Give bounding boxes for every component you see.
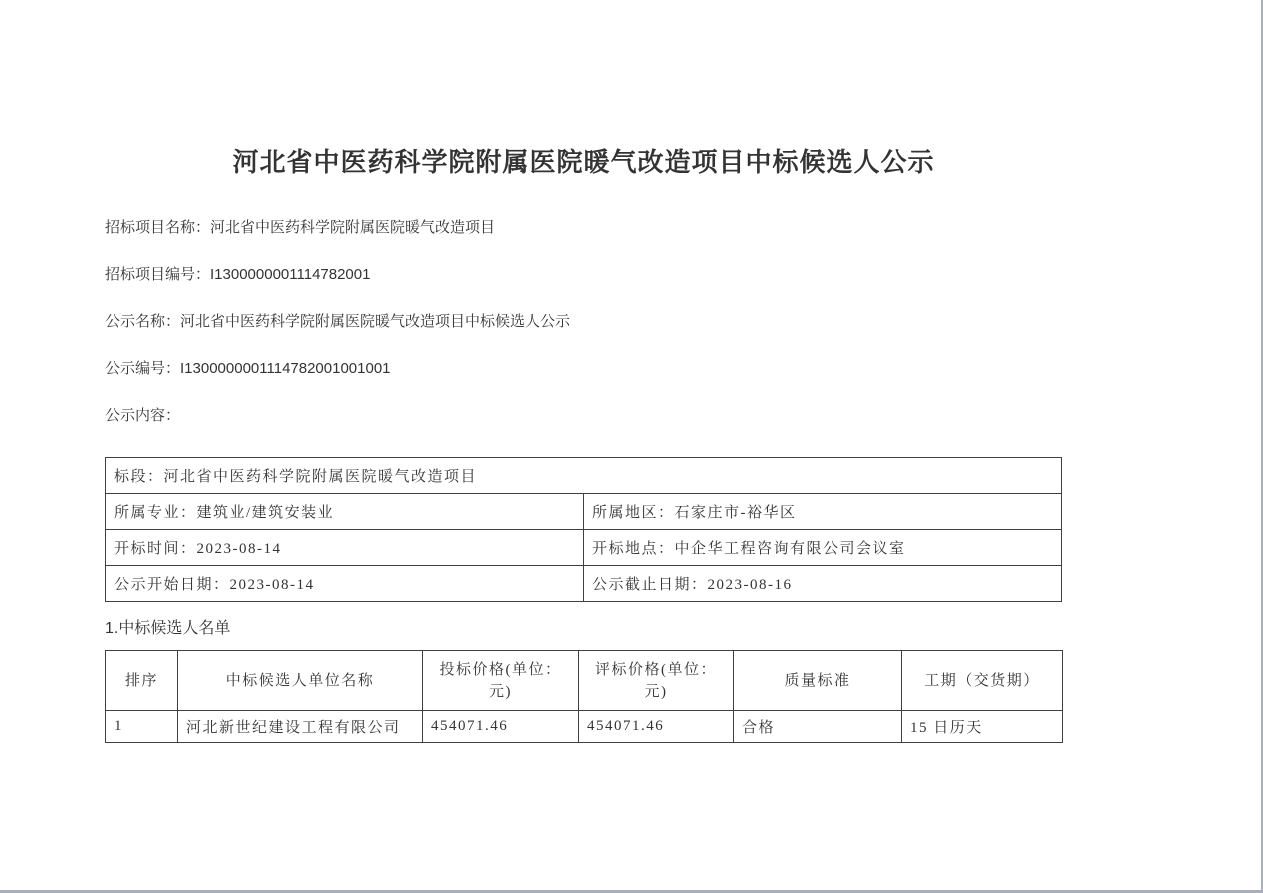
page-title: 河北省中医药科学院附属医院暖气改造项目中标候选人公示	[232, 147, 935, 177]
table-row	[106, 494, 1062, 530]
info-label: 公示编号：	[105, 360, 181, 377]
company-cell: 河北新世纪建设工程有限公司	[178, 711, 423, 743]
duration-cell: 15 日历天	[902, 711, 1063, 743]
table-row	[106, 458, 1062, 494]
info-label: 招标项目编号：	[105, 266, 211, 283]
table-row	[106, 566, 1062, 602]
header-bid-price: 投标价格(单位：元)	[423, 651, 579, 711]
table-row	[106, 530, 1062, 566]
info-value: I1300000001114782001	[210, 266, 371, 283]
bid-section-table	[105, 457, 1062, 602]
announcement-document	[105, 0, 1062, 743]
eval-price-cell: 454071.46	[579, 711, 734, 743]
header-quality: 质量标准	[734, 651, 902, 711]
info-line-project-number	[105, 265, 1062, 285]
candidates-table	[105, 650, 1063, 743]
quality-cell: 合格	[734, 711, 902, 743]
info-value: 河北省中医药科学院附属医院暖气改造项目	[210, 219, 496, 236]
info-label: 招标项目名称：	[105, 219, 211, 236]
rank-cell: 1	[106, 711, 178, 743]
info-line-announcement-content	[105, 406, 1062, 426]
project-info-block	[105, 218, 1062, 426]
open-time-cell: 开标时间：2023-08-14	[106, 530, 584, 566]
info-line-announcement-name	[105, 312, 1062, 332]
industry-cell: 所属专业：建筑业/建筑安装业	[106, 494, 584, 530]
region-cell: 所属地区：石家庄市-裕华区	[584, 494, 1062, 530]
publicity-start-cell: 公示开始日期：2023-08-14	[106, 566, 584, 602]
info-line-announcement-number	[105, 359, 1062, 379]
open-place-cell: 开标地点：中企华工程咨询有限公司会议室	[584, 530, 1062, 566]
info-label: 公示名称：	[105, 313, 181, 330]
publicity-end-cell: 公示截止日期：2023-08-16	[584, 566, 1062, 602]
table-row	[106, 711, 1063, 743]
header-eval-price: 评标价格(单位：元)	[579, 651, 734, 711]
info-value: 河北省中医药科学院附属医院暖气改造项目中标候选人公示	[180, 313, 571, 330]
info-label: 公示内容：	[105, 407, 181, 424]
info-line-project-name	[105, 218, 1062, 238]
table-header-row	[106, 651, 1063, 711]
header-rank: 排序	[106, 651, 178, 711]
bid-price-cell: 454071.46	[423, 711, 579, 743]
section-name-cell: 标段：河北省中医药科学院附属医院暖气改造项目	[106, 458, 1062, 494]
header-duration: 工期（交货期）	[902, 651, 1063, 711]
info-value: I1300000001114782001001001	[180, 360, 391, 377]
candidates-heading: 1.中标候选人名单	[105, 620, 231, 637]
header-company: 中标候选人单位名称	[178, 651, 423, 711]
